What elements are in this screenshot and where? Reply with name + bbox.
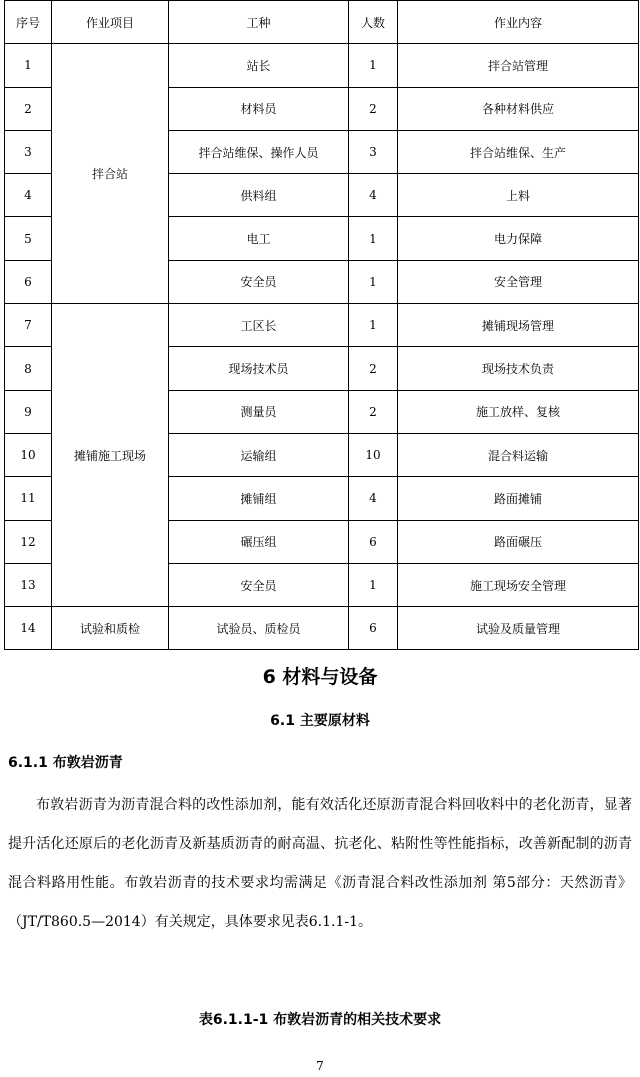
chapter-heading: 6 材料与设备 (262, 666, 378, 688)
cell-group-mixing-station: 拌合站 (52, 44, 169, 304)
cell-content: 各种材料供应 (398, 87, 639, 130)
cell-count: 4 (349, 174, 398, 217)
header-project: 作业项目 (52, 1, 169, 44)
cell-job: 摊铺组 (169, 477, 349, 520)
cell-no: 5 (5, 217, 52, 260)
cell-no: 10 (5, 433, 52, 476)
table-header-row (5, 1, 639, 44)
cell-no: 7 (5, 304, 52, 347)
cell-job: 试验员、质检员 (169, 607, 349, 650)
cell-content: 电力保障 (398, 217, 639, 260)
header-job: 工种 (169, 1, 349, 44)
subsection-heading: 6.1.1 布敦岩沥青 (8, 755, 123, 771)
cell-no: 8 (5, 347, 52, 390)
cell-content: 施工放样、复核 (398, 390, 639, 433)
cell-content: 安全管理 (398, 260, 639, 303)
cell-count: 2 (349, 390, 398, 433)
table-caption: 表6.1.1-1 布敦岩沥青的相关技术要求 (198, 1012, 442, 1028)
cell-no: 14 (5, 607, 52, 650)
body-paragraph: 布敦岩沥青为沥青混合料的改性添加剂，能有效活化还原沥青混合料回收料中的老化沥青，显著提升活化还原后的老化沥青及新基质沥青的耐高温、抗老化、粘附性等性能指标，改善新配制的沥青混合料路用性能。布敦岩沥青的技术要求均需满足《沥青混合料改性添加剂 第5部分：天然沥青》（JT/T860.5—2014）有关规定，具体要求见表6.1.1-1。 (8, 797, 632, 930)
cell-count: 2 (349, 347, 398, 390)
header-content: 作业内容 (398, 1, 639, 44)
cell-content: 混合料运输 (398, 433, 639, 476)
cell-count: 1 (349, 304, 398, 347)
cell-job: 安全员 (169, 260, 349, 303)
cell-content: 拌合站维保、生产 (398, 130, 639, 173)
cell-job: 材料员 (169, 87, 349, 130)
cell-count: 1 (349, 563, 398, 606)
cell-count: 6 (349, 520, 398, 563)
cell-content: 路面摊铺 (398, 477, 639, 520)
cell-count: 1 (349, 260, 398, 303)
cell-job: 拌合站维保、操作人员 (169, 130, 349, 173)
cell-count: 1 (349, 217, 398, 260)
cell-no: 3 (5, 130, 52, 173)
cell-content: 路面碾压 (398, 520, 639, 563)
cell-no: 1 (5, 44, 52, 87)
cell-no: 12 (5, 520, 52, 563)
page-number: 7 (316, 1059, 324, 1073)
cell-job: 电工 (169, 217, 349, 260)
cell-job: 供料组 (169, 174, 349, 217)
cell-content: 拌合站管理 (398, 44, 639, 87)
cell-count: 2 (349, 87, 398, 130)
cell-content: 现场技术负责 (398, 347, 639, 390)
header-count: 人数 (349, 1, 398, 44)
cell-no: 13 (5, 563, 52, 606)
cell-content: 施工现场安全管理 (398, 563, 639, 606)
cell-no: 4 (5, 174, 52, 217)
cell-content: 摊铺现场管理 (398, 304, 639, 347)
cell-content: 试验及质量管理 (398, 607, 639, 650)
cell-job: 测量员 (169, 390, 349, 433)
table-row (5, 44, 639, 87)
cell-job: 现场技术员 (169, 347, 349, 390)
cell-count: 6 (349, 607, 398, 650)
table-row (5, 607, 639, 650)
cell-count: 4 (349, 477, 398, 520)
cell-group-testing-qc: 试验和质检 (52, 607, 169, 650)
cell-job: 安全员 (169, 563, 349, 606)
cell-job: 工区长 (169, 304, 349, 347)
cell-no: 2 (5, 87, 52, 130)
staffing-table (4, 0, 639, 650)
header-no: 序号 (5, 1, 52, 44)
cell-job: 站长 (169, 44, 349, 87)
cell-count: 1 (349, 44, 398, 87)
cell-no: 6 (5, 260, 52, 303)
cell-count: 3 (349, 130, 398, 173)
cell-group-paving-site: 摊铺施工现场 (52, 304, 169, 607)
cell-count: 10 (349, 433, 398, 476)
section-heading: 6.1 主要原材料 (270, 713, 370, 729)
table-row (5, 304, 639, 347)
cell-job: 碾压组 (169, 520, 349, 563)
cell-content: 上料 (398, 174, 639, 217)
cell-job: 运输组 (169, 433, 349, 476)
cell-no: 11 (5, 477, 52, 520)
cell-no: 9 (5, 390, 52, 433)
